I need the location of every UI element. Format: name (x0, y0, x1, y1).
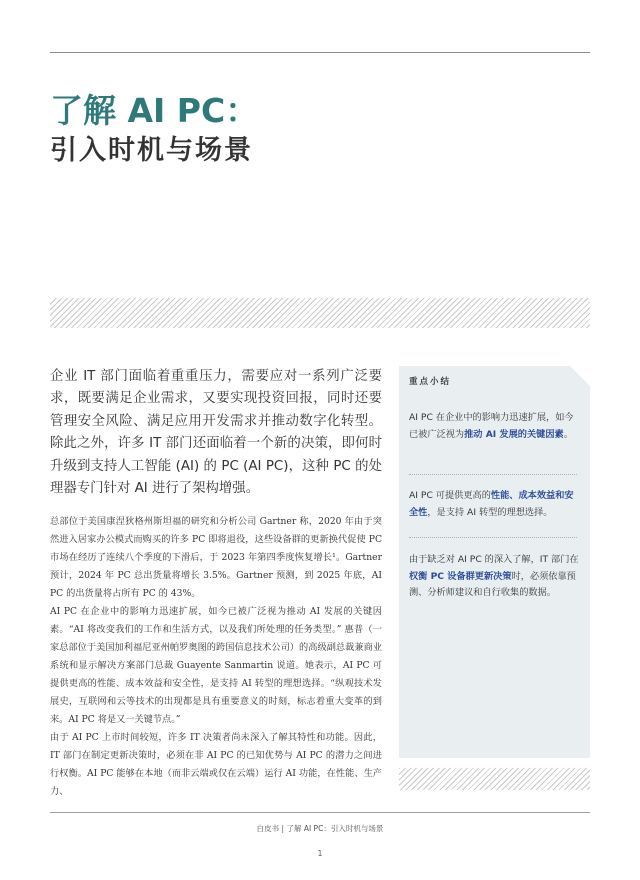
lead-paragraph: 企业 IT 部门面临着重重压力，需要应对一系列广泛要求，既要满足企业需求，又要实现投资回报，同时还要管理安全风险、满足应用开发需求并推动数字化转型。除此之外，许多 IT 部门还面临着一个新的决策，即何时升级到支持人工智能 (AI) 的 PC (AI PC)，这种 PC 的处理器专门针对 AI 进行了架构增强。 (50, 369, 382, 497)
key-takeaways-title: 重点小结 (409, 377, 452, 387)
bottom-rule (50, 812, 590, 813)
takeaway-divider (409, 474, 577, 475)
takeaway-item-3 (409, 552, 579, 602)
takeaway-1-highlight: 推动 AI 发展的关键因素 (464, 428, 564, 440)
body-paragraph-2: AI PC 在企业中的影响力迅速扩展，如今已被广泛视为推动 AI 发展的关键因素。“AI 将改变我们的工作和生活方式，以及我们所处理的任务类型。” 惠普（一家总部位于美国加利福尼亚州帕罗奥图的跨国信息技术公司）的高级副总裁兼商业系统和显示解决方案部门总裁 Guayente Sanmartin 说道。她表示，AI PC 可提供更高的性能、成本效益和安全性，是支持 AI 转型的理想选择。“纵观技术发展史，互联网和云等技术的出现都是具有重要意义的时刻，标志着重大变革的到来。AI PC 将是又一关键节点。” (50, 606, 382, 725)
takeaway-item-2 (409, 488, 579, 521)
panel-cut-corner (570, 366, 590, 386)
page-footer: 白皮书 | 了解 AI PC：引入时机与场景 (256, 824, 384, 833)
body-paragraph-1: 总部位于美国康涅狄格州斯坦福的研究和分析公司 Gartner 称，2020 年由于突然进入居家办公模式而购买的许多 PC 即将退役，这些设备群的更新换代促使 PC 市场在经历了连续八个季度的下滑后，于 2023 年第四季度恢复增长¹。Gartner 预计，2024 年 PC 总出货量将增长 3.5%。Gartner 预测，到 2025 年底，AI PC 的出货量将占所有 PC 的 43%。 (50, 516, 382, 599)
page-number: 1 (317, 849, 323, 858)
takeaway-2-text: AI PC 可提供更高的 (409, 490, 491, 501)
takeaway-3-text: 由于缺乏对 AI PC 的深入了解，IT 部门在 (409, 554, 579, 565)
takeaway-item-1 (409, 410, 579, 443)
page-subtitle: 引入时机与场景 (50, 135, 253, 166)
takeaway-2-highlight: 性能、成本效益和安全性 (409, 490, 574, 518)
hatched-panel-footer (399, 768, 590, 790)
takeaway-1-text: AI PC 在企业中的影响力迅速扩展，如今已被广泛视为 (409, 412, 574, 440)
hatched-divider-band (50, 298, 590, 328)
takeaway-3-end: 时，必须依靠预测、分析师建议和自行收集的数据。 (409, 570, 576, 598)
body-paragraph-3: 由于 AI PC 上市时间较短，许多 IT 决策者尚未深入了解其特性和功能。因此，IT 部门在制定更新决策时，必须在非 AI PC 的已知优势与 AI PC 的潜力之间进行权衡。AI PC 能够在本地（而非云端或仅在云端）运行 AI 功能，在性能、生产力、 (50, 732, 382, 797)
takeaway-3-highlight: 权衡 PC 设备群更新决策 (409, 570, 512, 582)
page-title: 了解 AI PC： (50, 91, 259, 130)
top-rule (50, 52, 590, 53)
takeaway-1-end: 。 (563, 428, 573, 440)
body-text (50, 513, 382, 801)
takeaway-divider (409, 537, 577, 538)
takeaway-2-end: ，是支持 AI 转型的理想选择。 (427, 506, 553, 518)
key-takeaways-panel (399, 366, 590, 758)
